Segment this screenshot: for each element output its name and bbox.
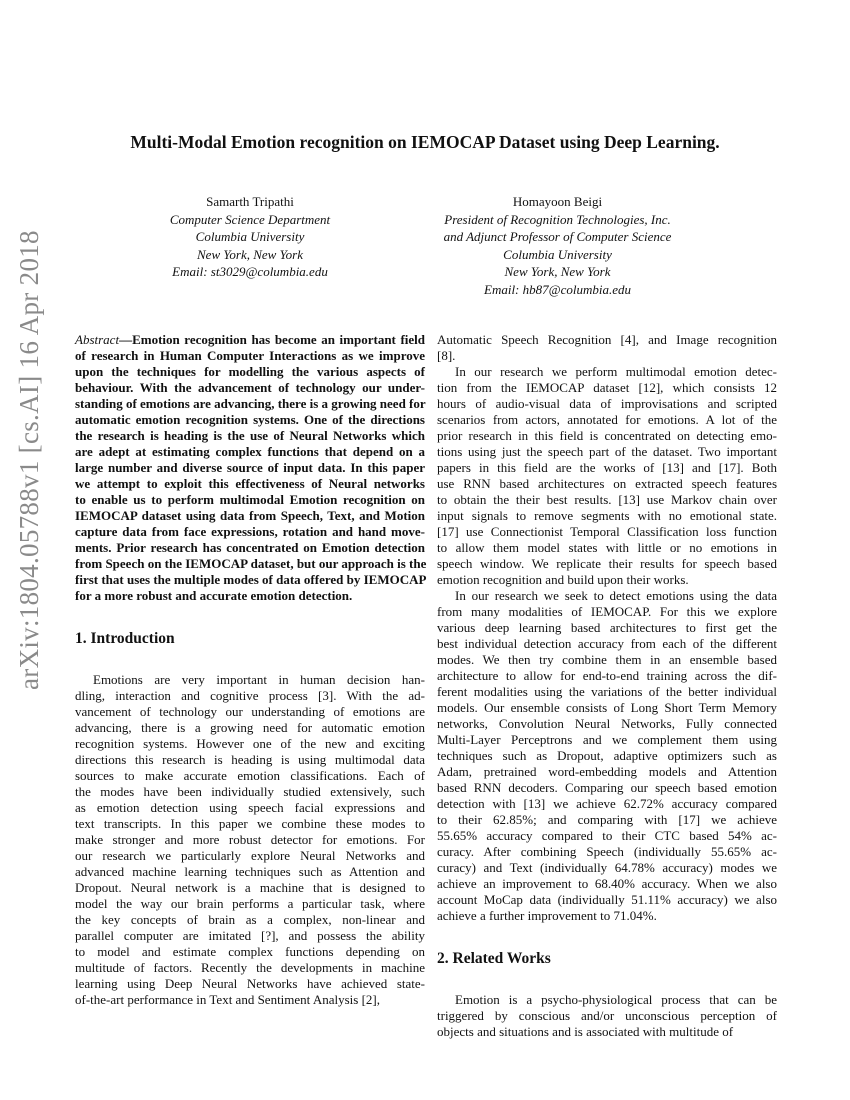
text-line: curacy) and Text (individually 64.78% accuracy) modes we	[437, 860, 777, 875]
text-line: emotion recognition and build upon their works.	[437, 572, 689, 587]
text-line: models. Our ensemble consists of Long Short Term Memory	[437, 700, 777, 715]
author-block-1	[130, 193, 370, 281]
text-line: advanced machine learning techniques such as Attention and	[75, 864, 425, 879]
text-line: achieve an improvement to 68.40% accuracy. When we also	[437, 876, 777, 891]
paper-title: Multi-Modal Emotion recognition on IEMOCAP Dataset using Deep Learning.	[130, 132, 720, 152]
text-line: directions this research is heading is using multimodal data	[75, 752, 425, 767]
arxiv-watermark: arXiv:1804.05788v1 [cs.AI] 16 Apr 2018	[14, 230, 44, 690]
text-line: Adam, pretrained word-embedding models and Attention	[437, 764, 777, 779]
text-line: dling, interaction and cognitive process [3]. With the ad-	[75, 688, 425, 703]
paragraph	[437, 332, 777, 364]
author-block-2	[410, 193, 705, 298]
abstract-label: Abstract	[75, 332, 120, 347]
text-line: Abstract—Emotion recognition has become an important field	[75, 332, 425, 347]
author-affiliation: Columbia University	[503, 246, 612, 262]
text-line: advancing, there is a growing need for automatic emotion	[75, 720, 425, 735]
author-affiliation: President of Recognition Technologies, Inc.	[444, 211, 671, 227]
text-line: techniques such as Dropout, adaptive optimizers such as	[437, 748, 777, 763]
author-name: Homayoon Beigi	[512, 194, 603, 209]
text-line: our research we particularly explore Neural Networks and	[75, 848, 425, 863]
text-line: of research in Human Computer Interactions as we improve	[75, 348, 425, 363]
text-line: Multi-Layer Perceptrons and we complement them using	[437, 732, 777, 747]
text-line: standing of emotions are advancing, there is a growing need for	[75, 396, 426, 411]
text-line: learning using Deep Neural Networks have achieved state-	[75, 976, 425, 991]
text-line: Dropout. Neural network is a machine that is designed to	[75, 880, 425, 895]
text-line: from Speech on the IEMOCAP dataset, but our approach is the	[75, 556, 427, 571]
abstract	[75, 332, 425, 604]
text-line: to allow them model states with little or no emotions in	[437, 540, 777, 555]
text-line: Emotions are very important in human decision han-	[93, 672, 425, 687]
author-name: Samarth Tripathi	[206, 194, 294, 209]
text-line: 55.65% accuracy compared to their CTC based 54% ac-	[437, 828, 777, 843]
text-line: IEMOCAP dataset using data from Speech, Text, and Motion	[75, 508, 425, 523]
author-email: Email: hb87@columbia.edu	[484, 281, 631, 297]
text-line: use RNN based architectures on extracted speech features	[437, 476, 777, 491]
text-line: detection with [13] we achieve 62.72% accuracy compared	[437, 796, 777, 811]
text-line: capture data from face expressions, rotation and hand move-	[75, 524, 425, 539]
text-line: recognition systems. However one of the new and exciting	[75, 736, 425, 751]
text-line: of-the-art performance in Text and Sentiment Analysis [2],	[75, 992, 380, 1007]
introduction-continued	[437, 332, 777, 924]
text-line: curacy. After combining Speech (individually 55.65% ac-	[437, 844, 777, 859]
text-line: speech window. We replicate their results for speech based	[437, 556, 777, 571]
left-column	[75, 332, 425, 1008]
author-affiliation: Computer Science Department	[169, 211, 331, 227]
text-line: modes. We then try combine them in an ensemble based	[437, 652, 777, 667]
text-line: we attempt to exploit this effectiveness of Neural networks	[75, 476, 425, 491]
text-line: In our research we seek to detect emotions using the data	[455, 588, 777, 603]
text-line: upon the techniques for modelling the various aspects of	[75, 364, 425, 379]
text-line: various deep learning based architectures to first get the	[437, 620, 777, 635]
text-line: ments. Prior research has concentrated on Emotion detection	[75, 540, 425, 555]
text-line: the key concepts of brain as a complex, non-linear and	[75, 912, 425, 927]
author-affiliation: New York, New York	[504, 264, 611, 279]
section-heading-introduction: 1. Introduction	[75, 630, 175, 647]
text-line: vancement of technology our understanding of emotions are	[75, 704, 425, 719]
text-line: make stronger and more robust detector for emotions. For	[75, 832, 425, 847]
section-heading-related-works: 2. Related Works	[437, 950, 551, 967]
text-line: text transcripts. In this paper we combine these modes to	[75, 816, 425, 831]
text-line: to their 62.85%; and comparing with [17] we achieve	[437, 812, 777, 827]
text-line: from many modalities of IEMOCAP. For this we explore	[437, 604, 777, 619]
text-line: tion from the IEMOCAP dataset [12], which consists 12	[437, 380, 777, 395]
text-line: are adept at estimating complex functions that depend on a	[75, 444, 425, 459]
text-line: model the way our brain performs a particular task, where	[75, 896, 425, 911]
text-line: sources to make accurate emotion classifications. Each of	[75, 768, 425, 783]
text-line: tions using just the speech part of the dataset. Two important	[437, 444, 777, 459]
author-affiliation: Columbia University	[195, 229, 305, 244]
text-line: achieve a further improvement to 71.04%.	[437, 908, 657, 923]
author-affiliation: and Adjunct Professor of Computer Science	[443, 229, 672, 244]
text-line: first that uses the multiple modes of data offered by IEMOCAP	[75, 572, 427, 587]
text-line: for a more robust and accurate emotion detection.	[75, 588, 353, 603]
text-line: triggered by conscious and/or unconscious perception of	[437, 1008, 777, 1023]
text-line: objects and situations and is associated with multitude of	[437, 1024, 734, 1039]
text-line: networks, Convolution Neural Networks, Fully connected	[437, 716, 777, 731]
text-line: to model and estimate complex functions depending on	[75, 944, 425, 959]
text-line: papers in this field are the works of [13] and [17]. Both	[437, 460, 777, 475]
text-line: [17] use Connectionist Temporal Classification loss function	[437, 524, 777, 539]
author-affiliation: New York, New York	[197, 246, 303, 262]
text-line: large number and diverse source of input data. In this paper	[75, 460, 425, 475]
text-line: In our research we perform multimodal emotion detec-	[455, 364, 777, 379]
related-works-paragraph	[437, 992, 777, 1040]
paragraph	[437, 364, 777, 588]
text-line: account MoCap data (individually 51.11% accuracy) we also	[437, 892, 777, 907]
text-line: to obtain the their best results. [13] use Markov chain over	[437, 492, 777, 507]
text-line: best individual detection accuracy from each of the different	[437, 636, 777, 651]
right-column	[437, 332, 777, 1040]
text-line: Emotion is a psycho-physiological process that can be	[455, 992, 777, 1007]
text-line: to enable us to perform multimodal Emotion recognition on	[75, 492, 425, 507]
text-line: ferent modalities using the variations of the better individual	[437, 684, 777, 699]
text-line: Automatic Speech Recognition [4], and Image recognition	[437, 332, 777, 347]
text-line: the modes have been individually studied extensively, such	[75, 784, 425, 799]
author-email: Email: st3029@columbia.edu	[172, 264, 328, 279]
text-line: behaviour. With the advancement of technology our under-	[75, 380, 425, 395]
introduction-paragraph	[75, 672, 425, 1008]
paragraph	[437, 588, 777, 924]
text-line: input signals to remove segments with no emotional state.	[437, 508, 777, 523]
text-line: the research is heading is the use of Neural Networks which	[75, 428, 425, 443]
text-line: scenarios from actors, annotated for emotions. A lot of the	[437, 412, 777, 427]
text-line: architecture to allow for end-to-end training across the dif-	[437, 668, 777, 683]
text-line: automatic emotion recognition systems. One of the directions	[75, 412, 425, 427]
text-line: hours of audio-visual data of improvisations and scripted	[437, 396, 777, 411]
text-line: multitude of factors. Recently the developments in machine	[75, 960, 425, 975]
text-line: based RNN decoders. Comparing our speech based emotion	[437, 780, 777, 795]
text-line: prior research in this field is concentrated on detecting emo-	[437, 428, 777, 443]
text-line: parallel computer are imitated [?], and possess the ability	[75, 928, 425, 943]
text-line: [8].	[437, 348, 456, 363]
text-line: as emotion detection using speech facial expressions and	[75, 800, 425, 815]
